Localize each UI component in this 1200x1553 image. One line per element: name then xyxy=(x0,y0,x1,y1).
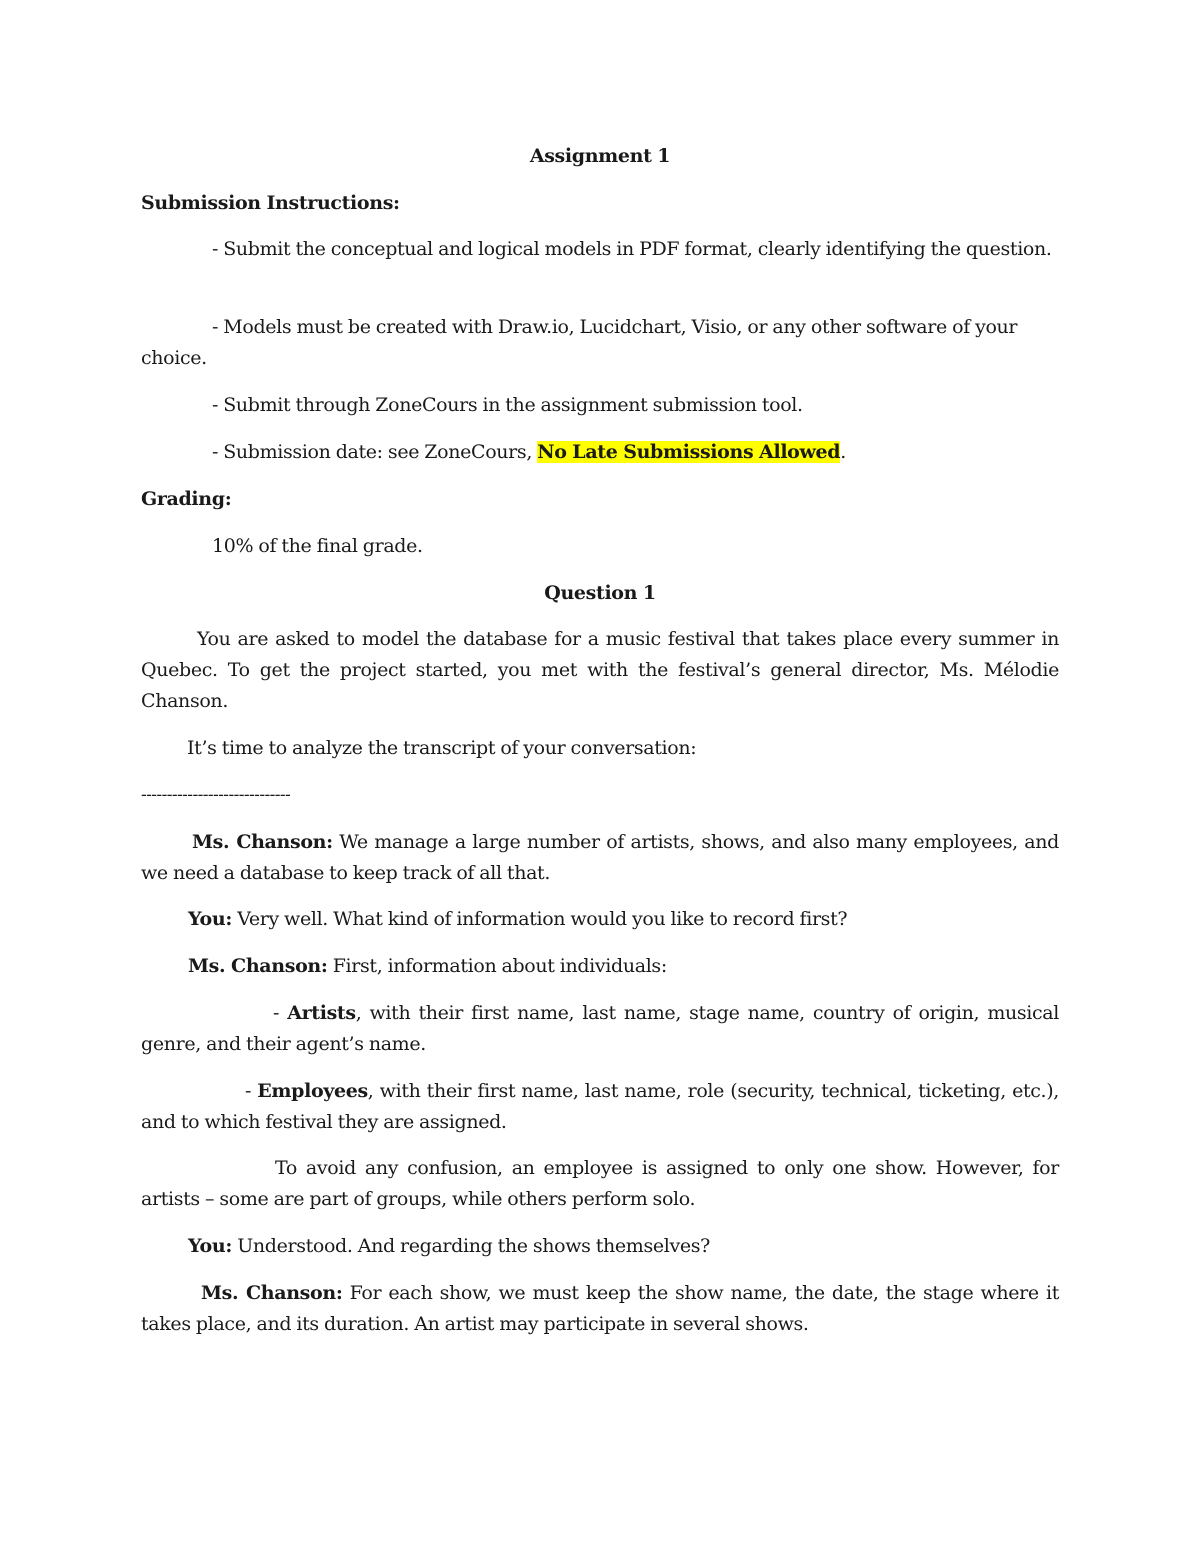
dialogue-text: For each show, we must keep the show name, the date, the stage where it takes place, and its duration. An artist may participate in several shows. xyxy=(141,1282,1059,1335)
submission-heading: Submission Instructions: xyxy=(141,192,400,214)
speaker-label: Ms. Chanson: xyxy=(188,955,328,977)
dialogue-text: First, information about individuals: xyxy=(327,955,667,977)
submission-item-zonecours: - Submit through ZoneCours in the assignment submission tool. xyxy=(212,394,803,416)
speaker-label: Ms. Chanson: xyxy=(192,831,333,853)
question-intro: You are asked to model the database for a music festival that takes place every summer in Quebec. To get the project started, you met with the festival’s general director, Ms. Mélodie Chanson. xyxy=(141,628,1059,712)
employees-dash: - xyxy=(245,1080,258,1102)
confusion-note: To avoid any confusion, an employee is assigned to only one show. However, for artists – some are part of groups, while others perform solo. xyxy=(141,1157,1059,1210)
dialogue-you-2 xyxy=(188,1231,1059,1262)
submission-item-pdf: - Submit the conceptual and logical models in PDF format, clearly identifying the question. xyxy=(212,238,1052,260)
speaker-label: You: xyxy=(188,1235,233,1257)
separator-line: ----------------------------- xyxy=(141,785,291,805)
employees-text: , with their first name, last name, role (security, technical, ticketing, etc.), and to which festival they are assigned. xyxy=(141,1080,1059,1133)
question-heading: Question 1 xyxy=(544,582,656,604)
artists-dash: - xyxy=(273,1002,288,1024)
no-late-highlight: No Late Submissions Allowed xyxy=(537,441,841,463)
document-title: Assignment 1 xyxy=(529,145,671,167)
speaker-label: Ms. Chanson: xyxy=(201,1282,343,1304)
submission-item-date xyxy=(141,437,1059,468)
grading-heading: Grading: xyxy=(141,488,232,510)
employees-label: Employees xyxy=(257,1080,368,1102)
submission-item-software: - Models must be created with Draw.io, Lucidchart, Visio, or any other software of your choice. xyxy=(141,316,1018,369)
dialogue-chanson-2 xyxy=(188,951,1059,982)
artists-label: Artists xyxy=(287,1002,356,1024)
dialogue-text: Very well. What kind of information would you like to record first? xyxy=(232,908,848,930)
speaker-label: You: xyxy=(188,908,233,930)
dialogue-chanson-1 xyxy=(141,827,1059,889)
dialogue-text: We manage a large number of artists, shows, and also many employees, and we need a database to keep track of all that. xyxy=(141,831,1059,884)
dialogue-chanson-3 xyxy=(141,1278,1059,1340)
artists-item xyxy=(141,998,1059,1060)
submission-date-period: . xyxy=(840,441,846,463)
grading-text: 10% of the final grade. xyxy=(212,535,423,557)
submission-date-text: - Submission date: see ZoneCours, xyxy=(212,441,538,463)
transcript-intro: It’s time to analyze the transcript of your conversation: xyxy=(187,737,697,759)
dialogue-you-1 xyxy=(188,904,1059,935)
dialogue-text: Understood. And regarding the shows themselves? xyxy=(232,1235,710,1257)
employees-item xyxy=(141,1076,1059,1138)
artists-text: , with their first name, last name, stage name, country of origin, musical genre, and their agent’s name. xyxy=(141,1002,1059,1055)
